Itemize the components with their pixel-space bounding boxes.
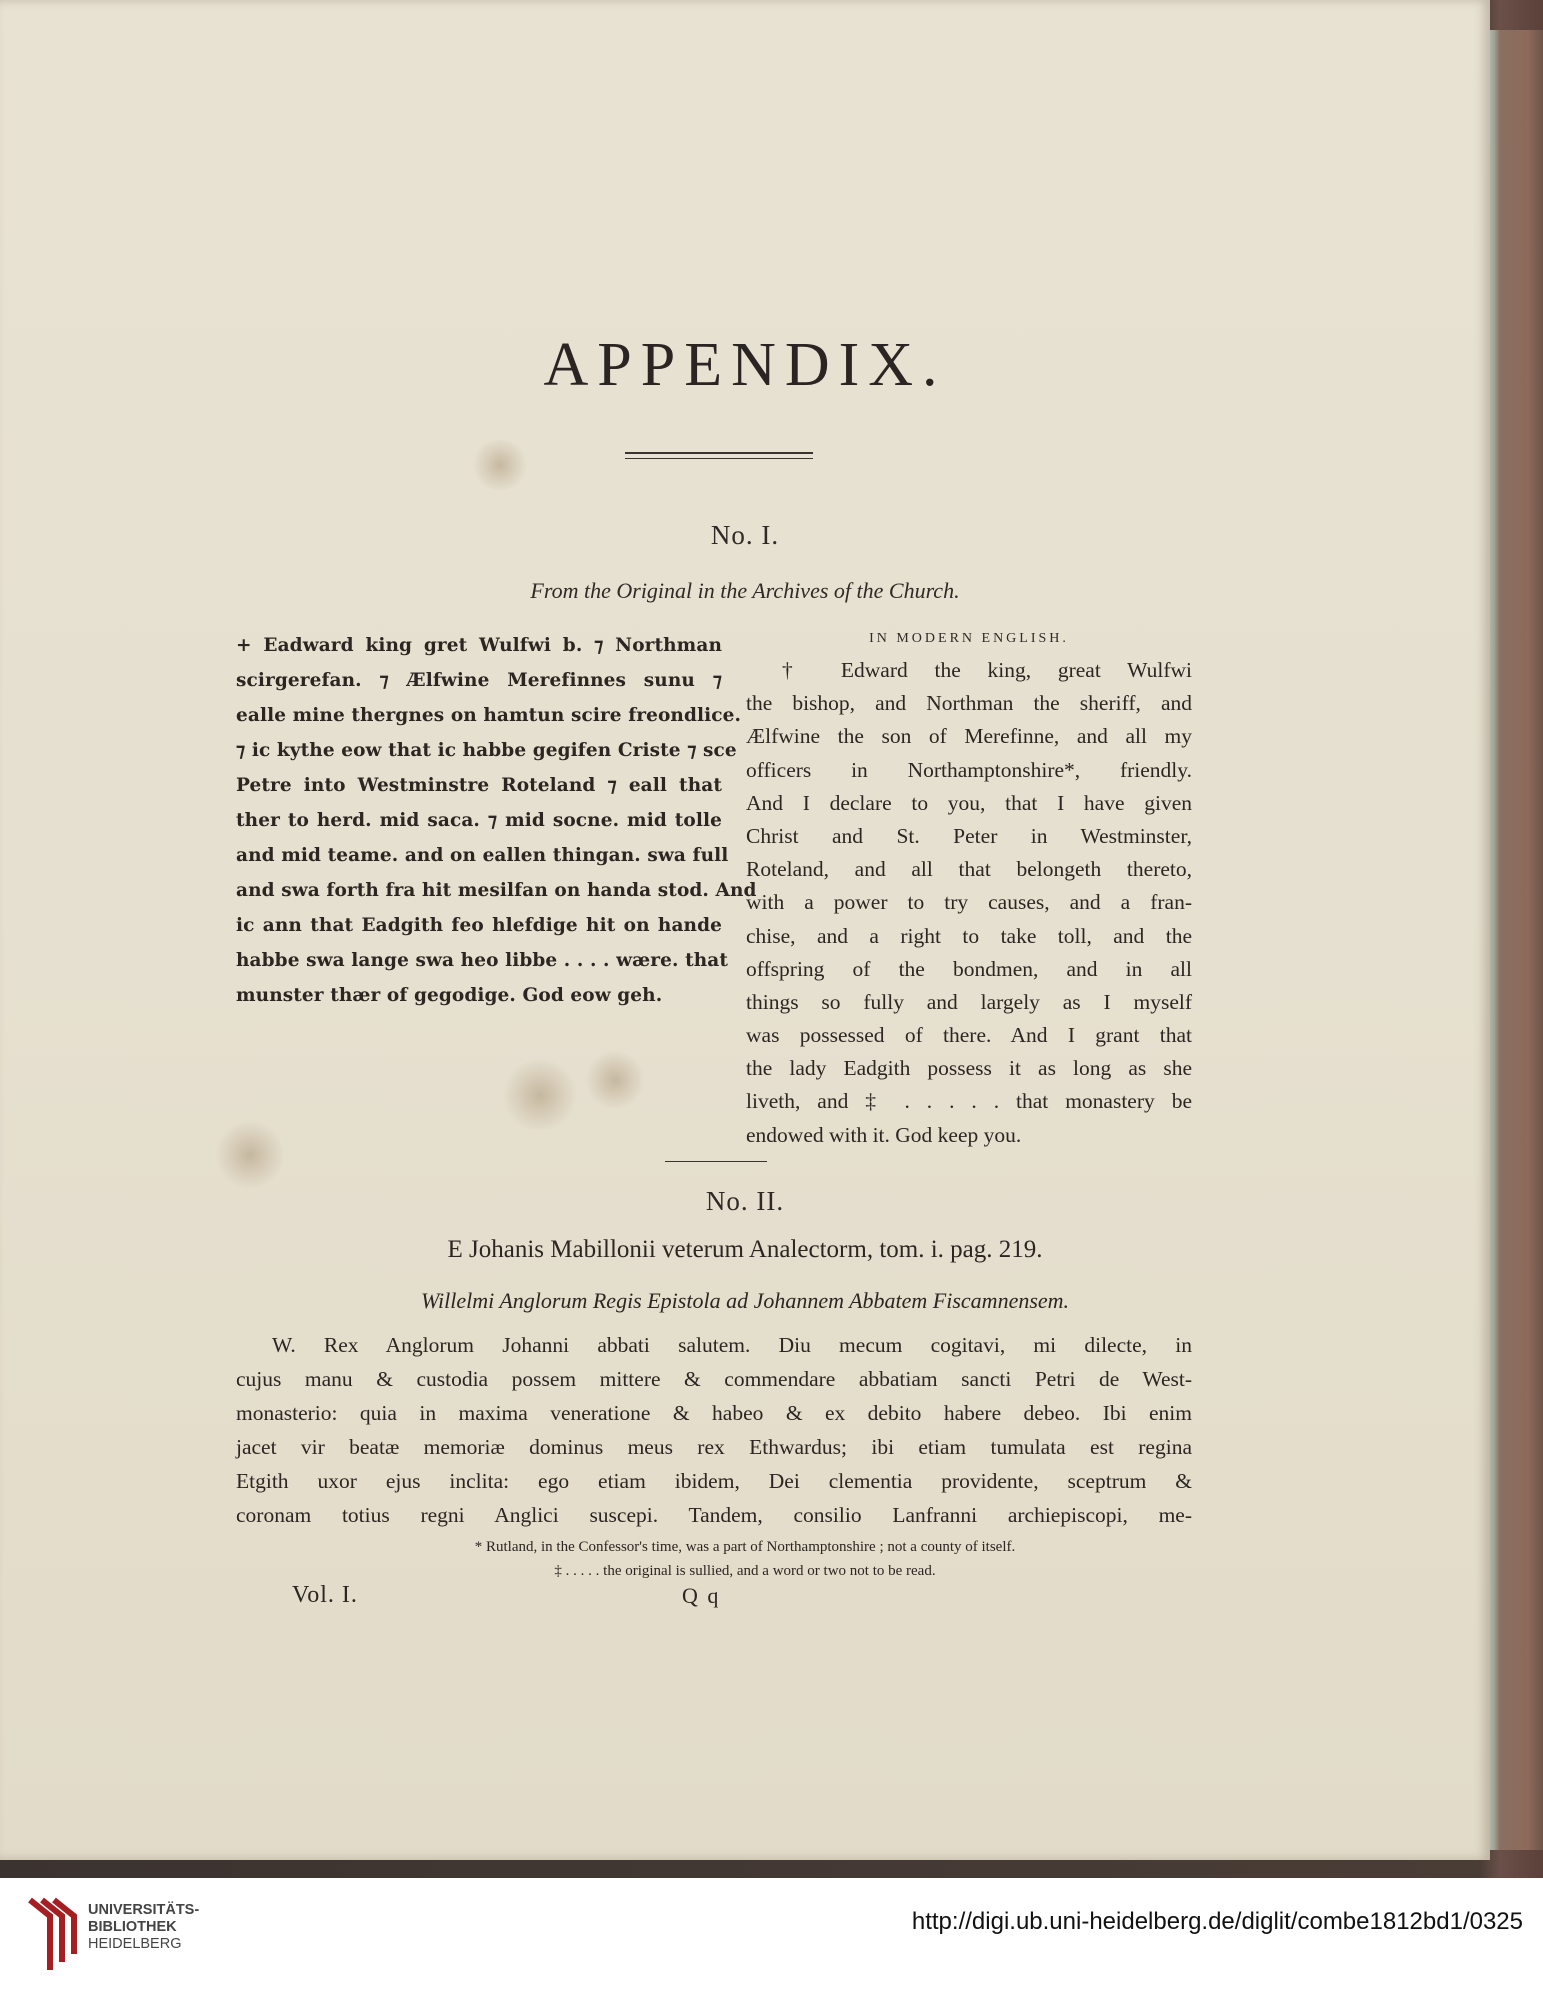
original-line: and swa forth fra hit mesilfan on handa stod. And	[236, 880, 757, 901]
footer-bar	[0, 1878, 1543, 1990]
original-line: munster thær of gegodige. God eow geh.	[236, 985, 663, 1006]
footnote: ‡ . . . . . the original is sullied, and a word or two not to be read.	[554, 1563, 936, 1579]
latin-text	[236, 1328, 1192, 1532]
modern-line: the bishop, and Northman the sheriff, and	[746, 691, 1192, 716]
modern-line: liveth, and ‡ . . . . . that monastery be	[746, 1089, 1192, 1114]
original-line: habbe swa lange swa heo libbe . . . . wære. that	[236, 950, 729, 971]
original-line: ealle mine thergnes on hamtun scire freondlice.	[236, 705, 742, 726]
modern-heading: IN MODERN ENGLISH.	[869, 631, 1069, 646]
volume-label: Vol. I.	[292, 1582, 358, 1608]
original-line: ic ann that Eadgith feo hlefdige hit on hande	[236, 915, 722, 936]
section-divider	[665, 1161, 767, 1162]
modern-line: Ælfwine the son of Merefinne, and all my	[746, 724, 1192, 749]
modern-line: endowed with it. God keep you.	[746, 1122, 1022, 1147]
original-line: ther to herd. mid saca. ⁊ mid socne. mid tolle	[236, 810, 722, 831]
modern-line: Christ and St. Peter in Westminster,	[746, 823, 1192, 848]
modern-line: the lady Eadgith possess it as long as she	[746, 1056, 1192, 1081]
original-line: scirgerefan. ⁊ Ælfwine Merefinnes sunu ⁊	[236, 670, 722, 691]
page-url-link[interactable]: http://digi.ub.uni-heidelberg.de/diglit/combe1812bd1/0325	[911, 1908, 1523, 1935]
original-text-column	[236, 628, 757, 1013]
modern-line: chise, and a right to take toll, and the	[746, 923, 1192, 948]
original-line: ⁊ ic kythe eow that ic habbe gegifen Criste ⁊ sce	[236, 740, 737, 761]
latin-line: jacet vir beatæ memoriæ dominus meus rex Ethwardus; ibi etiam tumulata est regina	[236, 1435, 1192, 1459]
latin-line: Etgith uxor ejus inclita: ego etiam ibidem, Dei clementia providente, sceptrum &	[236, 1469, 1192, 1493]
library-name-line: BIBLIOTHEK	[88, 1919, 177, 1935]
original-line: and mid teame. and on eallen thingan. swa full	[236, 845, 729, 866]
footnote: * Rutland, in the Confessor's time, was a part of Northamptonshire ; not a county of itself.	[474, 1539, 1016, 1555]
section-number-2: No. II.	[705, 1186, 785, 1216]
modern-line: † Edward the king, great Wulfwi	[782, 658, 1192, 682]
original-line: Petre into Westminstre Roteland ⁊ eall that	[236, 775, 722, 796]
foxing-stain	[215, 1120, 285, 1190]
section-source: From the Original in the Archives of the Church.	[530, 578, 960, 603]
library-name[interactable]	[88, 1902, 199, 1953]
title-double-rule	[625, 452, 813, 454]
library-name-line: UNIVERSITÄTS-	[88, 1902, 200, 1918]
latin-line: cujus manu & custodia possem mittere & commendare abbatiam sancti Petri de West-	[236, 1367, 1192, 1391]
modern-english-column	[746, 624, 1192, 1152]
latin-heading: Willelmi Anglorum Regis Epistola ad Johannem Abbatem Fiscamnensem.	[420, 1288, 1070, 1313]
foxing-stain	[500, 1060, 580, 1130]
section-number-1: No. I.	[710, 520, 780, 550]
modern-line: was possessed of there. And I grant that	[746, 1023, 1192, 1048]
library-name-line: HEIDELBERG	[88, 1936, 182, 1952]
modern-line: And I declare to you, that I have given	[746, 790, 1192, 815]
latin-line: coronam totius regni Anglici suscepi. Tandem, consilio Lanfranni archiepiscopi, me-	[236, 1503, 1192, 1527]
page-title: APPENDIX.	[543, 331, 947, 399]
foxing-stain	[470, 440, 530, 490]
modern-line: things so fully and largely as I myself	[746, 989, 1192, 1014]
modern-line: Roteland, and all that belongeth thereto,	[746, 857, 1192, 882]
foxing-stain	[585, 1050, 645, 1110]
latin-reference: E Johanis Mabillonii veterum Analectorm, tom. i. pag. 219.	[447, 1236, 1043, 1263]
university-library-logo-icon[interactable]	[24, 1892, 86, 1974]
latin-line: monasterio: quia in maxima veneratione & habeo & ex debito habere debeo. Ibi enim	[236, 1401, 1192, 1425]
signature-mark: Q q	[682, 1583, 721, 1608]
modern-line: offspring of the bondmen, and in all	[746, 956, 1192, 981]
latin-line: W. Rex Anglorum Johanni abbati salutem. Diu mecum cogitavi, mi dilecte, in	[272, 1333, 1192, 1357]
modern-line: officers in Northamptonshire*, friendly.	[746, 757, 1192, 782]
book-cover-edge	[1488, 30, 1543, 1850]
title-double-rule	[625, 458, 813, 459]
modern-line: with a power to try causes, and a fran-	[746, 890, 1192, 915]
original-line: + Eadward king gret Wulfwi b. ⁊ Northman	[236, 635, 722, 656]
